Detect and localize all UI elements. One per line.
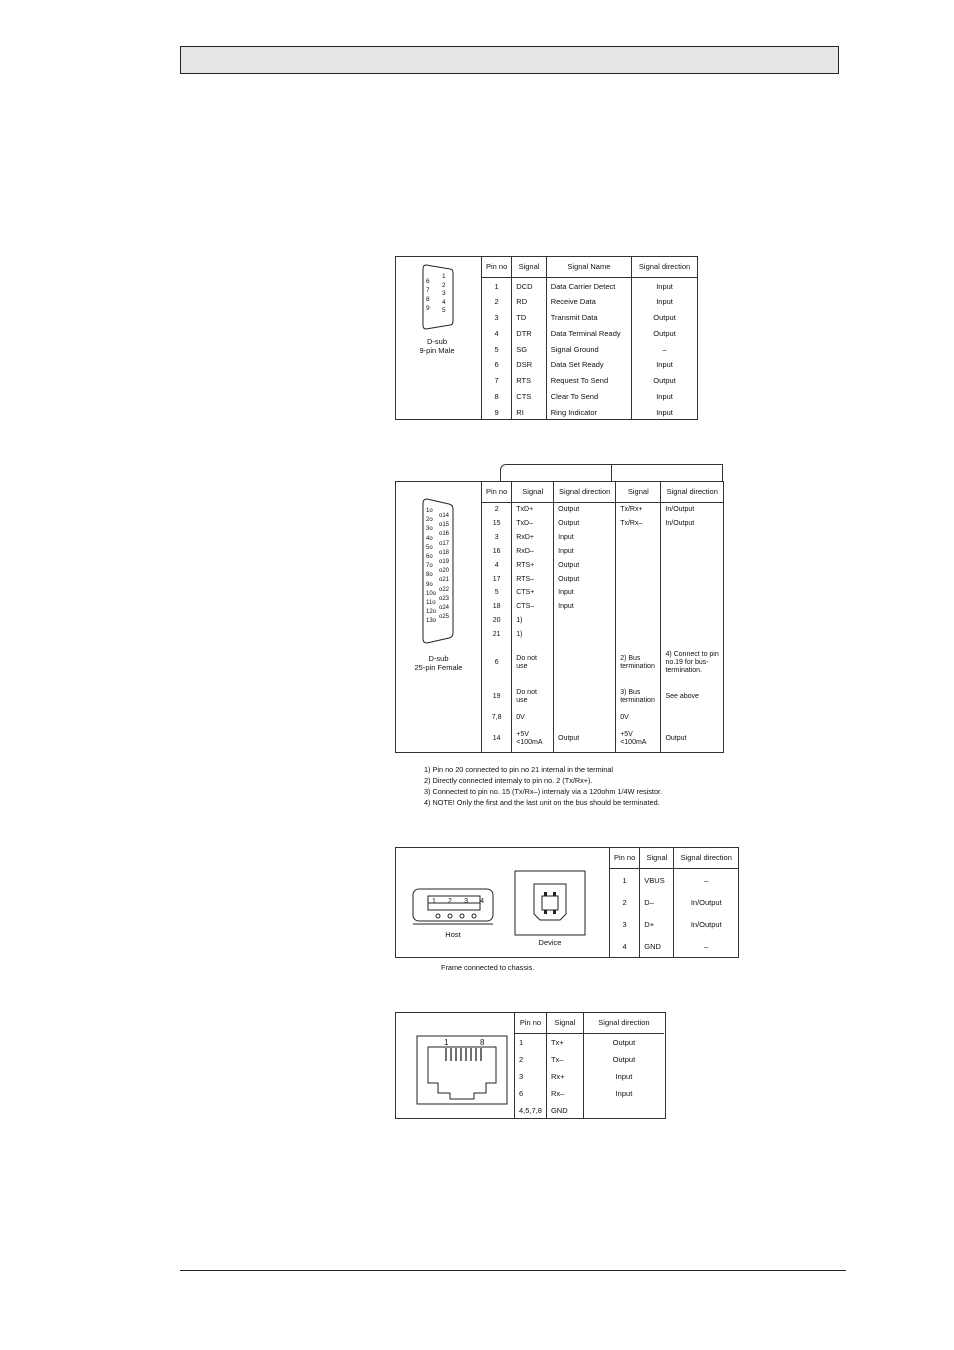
- cell-signal2: [616, 628, 661, 642]
- cell-signal2: 3) Bus termination: [616, 684, 661, 712]
- table-row: [482, 341, 698, 357]
- dsub25-pin-23: o23: [439, 595, 450, 602]
- cell-direction: –: [674, 936, 738, 958]
- usb-host-connector: [410, 884, 496, 928]
- cell-signal: TxD–: [512, 517, 554, 531]
- dsub9-pin-5: 5: [442, 307, 446, 314]
- cell-signal: DSR: [512, 357, 546, 373]
- dsub25-caption-type: D-sub: [428, 654, 449, 663]
- cell-direction2: [661, 711, 723, 725]
- dsub25-group-header-left: [500, 464, 612, 482]
- usb-frame-note: Frame connected to chassis.: [441, 963, 535, 972]
- cell-name: Receive Data: [546, 294, 631, 310]
- cell-direction: Output: [632, 326, 697, 342]
- header-signal-direction: Signal direction: [632, 257, 697, 278]
- dsub9-pin-7: 7: [426, 287, 430, 294]
- footnote-3: 3) Connected to pin no. 15 (Tx/Rx–) internaly via a 120ohm 1/4W resistor.: [424, 787, 663, 796]
- table-row: [482, 684, 724, 712]
- dsub25-panel: [395, 481, 724, 753]
- cell-direction: Output: [632, 310, 697, 326]
- dsub25-pin-labels-left: [426, 507, 436, 627]
- cell-direction: [554, 642, 616, 684]
- cell-signal: Rx+: [546, 1068, 583, 1085]
- cell-pin: 4: [610, 936, 640, 958]
- dsub9-pin-6: 6: [426, 278, 430, 285]
- table-row: [515, 1068, 664, 1085]
- dsub25-pin-3: 3o: [426, 526, 433, 533]
- cell-direction2: [661, 628, 723, 642]
- cell-name: Data Terminal Ready: [546, 326, 631, 342]
- dsub25-pin-table: [481, 482, 723, 753]
- table-row: [515, 1034, 664, 1052]
- cell-direction: Output: [554, 559, 616, 573]
- dsub25-pin-22: o22: [439, 586, 450, 593]
- cell-signal: D+: [640, 914, 674, 936]
- footnote-2: 2) Directly connected internaly to pin no. 2 (Tx/Rx+).: [424, 776, 593, 785]
- cell-pin: 20: [482, 614, 512, 628]
- dsub9-pin-labels-left: [426, 277, 438, 313]
- header-signal-direction: Signal direction: [583, 1013, 664, 1034]
- cell-name: Transmit Data: [546, 310, 631, 326]
- header-pin: Pin no: [482, 482, 512, 503]
- dsub25-pin-20: o20: [439, 568, 450, 575]
- table-row: [482, 614, 724, 628]
- table-row: [482, 326, 698, 342]
- dsub9-table-header: [482, 257, 698, 278]
- cell-name: Data Carrier Detect: [546, 278, 631, 295]
- cell-pin: 6: [482, 357, 512, 373]
- dsub9-pin-table: [481, 257, 697, 420]
- dsub25-pin-8: 8o: [426, 572, 433, 579]
- cell-signal: RD: [512, 294, 546, 310]
- cell-pin: 3: [515, 1068, 547, 1085]
- dsub9-pin-8: 8: [426, 296, 430, 303]
- header-signal-direction-2: Signal direction: [661, 482, 723, 503]
- table-row: [482, 531, 724, 545]
- cell-name: Clear To Send: [546, 389, 631, 405]
- cell-direction: Output: [554, 517, 616, 531]
- table-row: [610, 892, 739, 914]
- header-pin: Pin no: [515, 1013, 547, 1034]
- table-row: [482, 310, 698, 326]
- cell-name: Request To Send: [546, 373, 631, 389]
- table-row: [482, 725, 724, 753]
- cell-signal2: [616, 573, 661, 587]
- dsub25-footnotes: [424, 764, 662, 808]
- cell-signal: RI: [512, 404, 546, 420]
- cell-direction: [583, 1102, 664, 1119]
- rj45-pin-table: [514, 1013, 664, 1119]
- header-signal-direction: Signal direction: [674, 848, 738, 869]
- dsub9-pin-labels-right: [442, 273, 454, 316]
- cell-signal: SG: [512, 341, 546, 357]
- dsub25-table-header: [482, 482, 724, 503]
- cell-direction2: [661, 531, 723, 545]
- dsub25-pin-12: 12o: [426, 609, 437, 616]
- dsub25-pin-16: o16: [439, 531, 450, 538]
- cell-pin: 9: [482, 404, 512, 420]
- cell-direction: Input: [632, 357, 697, 373]
- cell-direction2: [661, 600, 723, 614]
- table-row: [482, 517, 724, 531]
- cell-pin: 3: [482, 310, 512, 326]
- cell-signal: VBUS: [640, 869, 674, 892]
- dsub25-pin-7: 7o: [426, 563, 433, 570]
- cell-signal: RTS+: [512, 559, 554, 573]
- cell-pin: 1: [482, 278, 512, 295]
- cell-direction: [554, 628, 616, 642]
- cell-pin: 15: [482, 517, 512, 531]
- cell-direction: Output: [583, 1051, 664, 1068]
- dsub25-pin-14: o14: [439, 513, 450, 519]
- dsub25-pin-4: 4o: [426, 535, 433, 542]
- cell-signal: CTS: [512, 389, 546, 405]
- cell-direction: Output: [554, 725, 616, 753]
- cell-signal: RxD+: [512, 531, 554, 545]
- usb-device-label: Device: [538, 938, 562, 947]
- cell-direction: Input: [632, 278, 697, 295]
- cell-direction: –: [674, 869, 738, 892]
- dsub25-caption: [396, 654, 481, 672]
- cell-direction: Input: [554, 600, 616, 614]
- cell-signal2: [616, 559, 661, 573]
- cell-direction: Input: [554, 587, 616, 601]
- rj45-connector: [416, 1035, 508, 1105]
- usb-host-pin-4: 4: [480, 898, 484, 905]
- cell-signal: CTS+: [512, 587, 554, 601]
- table-row: [610, 936, 739, 958]
- cell-signal2: 0V: [616, 711, 661, 725]
- cell-direction2: [661, 545, 723, 559]
- table-row: [482, 545, 724, 559]
- dsub9-pin-3: 3: [442, 290, 446, 297]
- usb-device-outline: [514, 870, 586, 936]
- cell-pin: 2: [482, 294, 512, 310]
- dsub9-pin-4: 4: [442, 298, 446, 306]
- table-row: [482, 357, 698, 373]
- cell-direction2: [661, 614, 723, 628]
- cell-direction2: Output: [661, 725, 723, 753]
- cell-direction: [554, 684, 616, 712]
- rj45-outline: [416, 1035, 508, 1105]
- dsub25-pin-25: o25: [439, 614, 450, 621]
- dsub25-group-header-right: [611, 464, 723, 482]
- table-row: [482, 642, 724, 684]
- cell-signal2: Tx/Rx+: [616, 503, 661, 518]
- cell-signal: RTS: [512, 373, 546, 389]
- cell-direction2: [661, 587, 723, 601]
- table-row: [610, 914, 739, 936]
- table-row: [515, 1051, 664, 1068]
- cell-signal: 0V: [512, 711, 554, 725]
- cell-signal: DCD: [512, 278, 546, 295]
- cell-signal: 1): [512, 628, 554, 642]
- dsub25-pin-18: o18: [439, 549, 450, 556]
- header-signal: Signal: [512, 482, 554, 503]
- header-signal-direction: Signal direction: [554, 482, 616, 503]
- cell-signal: Tx+: [546, 1034, 583, 1052]
- table-row: [482, 503, 724, 518]
- dsub9-caption-type: D-sub: [426, 337, 447, 346]
- cell-pin: 2: [515, 1051, 547, 1068]
- header-signal: Signal: [546, 1013, 583, 1034]
- cell-signal2: Tx/Rx–: [616, 517, 661, 531]
- cell-pin: 4: [482, 559, 512, 573]
- table-row: [482, 573, 724, 587]
- cell-name: Signal Ground: [546, 341, 631, 357]
- cell-pin: 14: [482, 725, 512, 753]
- usb-panel: [395, 847, 739, 958]
- cell-pin: 4: [482, 326, 512, 342]
- cell-signal: +5V <100mA: [512, 725, 554, 753]
- cell-signal: GND: [546, 1102, 583, 1119]
- dsub25-pin-13: 13o: [426, 618, 437, 625]
- rj45-pin-8-label: 8: [480, 1038, 485, 1047]
- cell-signal: Do not use: [512, 642, 554, 684]
- table-row: [515, 1102, 664, 1119]
- cell-signal2: [616, 587, 661, 601]
- usb-pin-table: [609, 848, 738, 958]
- cell-direction: –: [632, 341, 697, 357]
- cell-pin: 5: [482, 587, 512, 601]
- footnote-4: 4) NOTE! Only the first and the last unit on the bus should be terminated.: [424, 798, 660, 807]
- cell-pin: 7,8: [482, 711, 512, 725]
- cell-pin: 16: [482, 545, 512, 559]
- cell-signal: TD: [512, 310, 546, 326]
- cell-pin: 6: [482, 642, 512, 684]
- cell-direction2: In/Output: [661, 503, 723, 518]
- cell-direction2: [661, 573, 723, 587]
- rj45-pin-1-label: 1: [444, 1038, 449, 1047]
- cell-pin: 3: [610, 914, 640, 936]
- dsub9-pin-1: 1: [442, 273, 446, 280]
- table-row: [482, 600, 724, 614]
- header-signal-2: Signal: [616, 482, 661, 503]
- header-signal: Signal: [512, 257, 546, 278]
- cell-direction: Output: [583, 1034, 664, 1052]
- dsub9-caption: [402, 337, 472, 355]
- usb-host-pin-2: 2: [448, 898, 452, 905]
- cell-pin: 3: [482, 531, 512, 545]
- page-footer-rule: [180, 1270, 846, 1271]
- cell-pin: 5: [482, 341, 512, 357]
- dsub25-caption-pins: 25-pin Female: [414, 663, 463, 672]
- cell-signal: 1): [512, 614, 554, 628]
- cell-signal2: 2) Bus termination: [616, 642, 661, 684]
- dsub25-pin-9: 9o: [426, 581, 433, 588]
- cell-direction: Input: [632, 294, 697, 310]
- usb-host-pin-3: 3: [464, 898, 468, 905]
- usb-host-pin-1: 1: [432, 898, 436, 905]
- cell-direction: Input: [583, 1085, 664, 1102]
- rj45-table-header: [515, 1013, 664, 1034]
- table-row: [482, 389, 698, 405]
- dsub25-pin-11: 11o: [426, 600, 436, 607]
- table-row: [482, 587, 724, 601]
- cell-direction: In/Output: [674, 914, 738, 936]
- cell-pin: 21: [482, 628, 512, 642]
- cell-pin: 2: [610, 892, 640, 914]
- table-row: [482, 373, 698, 389]
- cell-signal: Tx–: [546, 1051, 583, 1068]
- cell-direction: Input: [632, 389, 697, 405]
- cell-direction: Input: [583, 1068, 664, 1085]
- cell-pin: 18: [482, 600, 512, 614]
- usb-host-pin-numbers: [432, 898, 484, 905]
- cell-direction2: In/Output: [661, 517, 723, 531]
- cell-signal2: +5V <100mA: [616, 725, 661, 753]
- cell-signal: DTR: [512, 326, 546, 342]
- table-row: [482, 294, 698, 310]
- cell-name: Data Set Ready: [546, 357, 631, 373]
- cell-signal2: [616, 545, 661, 559]
- dsub25-pin-5: 5o: [426, 544, 433, 551]
- cell-pin: 4,5,7,8: [515, 1102, 547, 1119]
- header-pin: Pin no: [482, 257, 512, 278]
- dsub9-pin-9: 9: [426, 305, 430, 312]
- cell-direction: Output: [632, 373, 697, 389]
- cell-signal: D–: [640, 892, 674, 914]
- table-row: [482, 404, 698, 420]
- cell-pin: 6: [515, 1085, 547, 1102]
- cell-direction: In/Output: [674, 892, 738, 914]
- dsub25-pin-15: o15: [439, 522, 450, 529]
- dsub25-pin-19: o19: [439, 559, 450, 566]
- dsub25-pin-24: o24: [439, 605, 450, 612]
- usb-device-connector: [514, 870, 586, 936]
- dsub25-pin-17: o17: [439, 540, 450, 547]
- usb-table-header: [610, 848, 739, 869]
- dsub25-pin-21: o21: [439, 577, 450, 584]
- cell-direction: [554, 711, 616, 725]
- dsub25-pin-1: 1o: [426, 508, 433, 514]
- cell-pin: 7: [482, 373, 512, 389]
- dsub25-pin-labels-right: [439, 512, 449, 622]
- cell-pin: 1: [610, 869, 640, 892]
- rj45-panel: [395, 1012, 666, 1119]
- cell-direction: Input: [632, 404, 697, 420]
- table-row: [482, 559, 724, 573]
- cell-signal2: [616, 531, 661, 545]
- cell-signal: TxD+: [512, 503, 554, 518]
- table-row: [482, 711, 724, 725]
- page-header-bar: [180, 46, 839, 74]
- dsub25-pin-2: 2o: [426, 517, 433, 524]
- cell-direction: [554, 614, 616, 628]
- cell-pin: 8: [482, 389, 512, 405]
- cell-pin: 1: [515, 1034, 547, 1052]
- dsub25-pin-6: 6o: [426, 554, 433, 561]
- cell-signal2: [616, 600, 661, 614]
- cell-pin: 2: [482, 503, 512, 518]
- cell-name: Ring Indicator: [546, 404, 631, 420]
- cell-direction2: See above: [661, 684, 723, 712]
- dsub9-panel: [395, 256, 698, 420]
- cell-signal: RxD–: [512, 545, 554, 559]
- usb-host-outline: [410, 884, 496, 928]
- cell-direction: Output: [554, 503, 616, 518]
- cell-direction2: [661, 559, 723, 573]
- table-row: [515, 1085, 664, 1102]
- dsub9-caption-pins: 9-pin Male: [419, 346, 455, 355]
- cell-signal: RTS–: [512, 573, 554, 587]
- cell-signal: GND: [640, 936, 674, 958]
- header-signal: Signal: [640, 848, 674, 869]
- cell-signal: Do not use: [512, 684, 554, 712]
- cell-pin: 17: [482, 573, 512, 587]
- table-row: [482, 628, 724, 642]
- cell-direction2: 4) Connect to pin no.19 for bus-termination.: [661, 642, 723, 684]
- usb-host-label: Host: [445, 930, 461, 939]
- cell-direction: Input: [554, 531, 616, 545]
- cell-signal: Rx–: [546, 1085, 583, 1102]
- table-row: [482, 278, 698, 295]
- footnote-1: 1) Pin no 20 connected to pin no 21 internal in the terminal: [424, 765, 614, 774]
- table-row: [610, 869, 739, 892]
- cell-signal2: [616, 614, 661, 628]
- header-signal-name: Signal Name: [546, 257, 631, 278]
- header-pin: Pin no: [610, 848, 640, 869]
- cell-pin: 19: [482, 684, 512, 712]
- cell-direction: Output: [554, 573, 616, 587]
- dsub25-pin-10: 10o: [426, 590, 437, 597]
- cell-direction: Input: [554, 545, 616, 559]
- dsub9-pin-2: 2: [442, 281, 446, 289]
- cell-signal: CTS–: [512, 600, 554, 614]
